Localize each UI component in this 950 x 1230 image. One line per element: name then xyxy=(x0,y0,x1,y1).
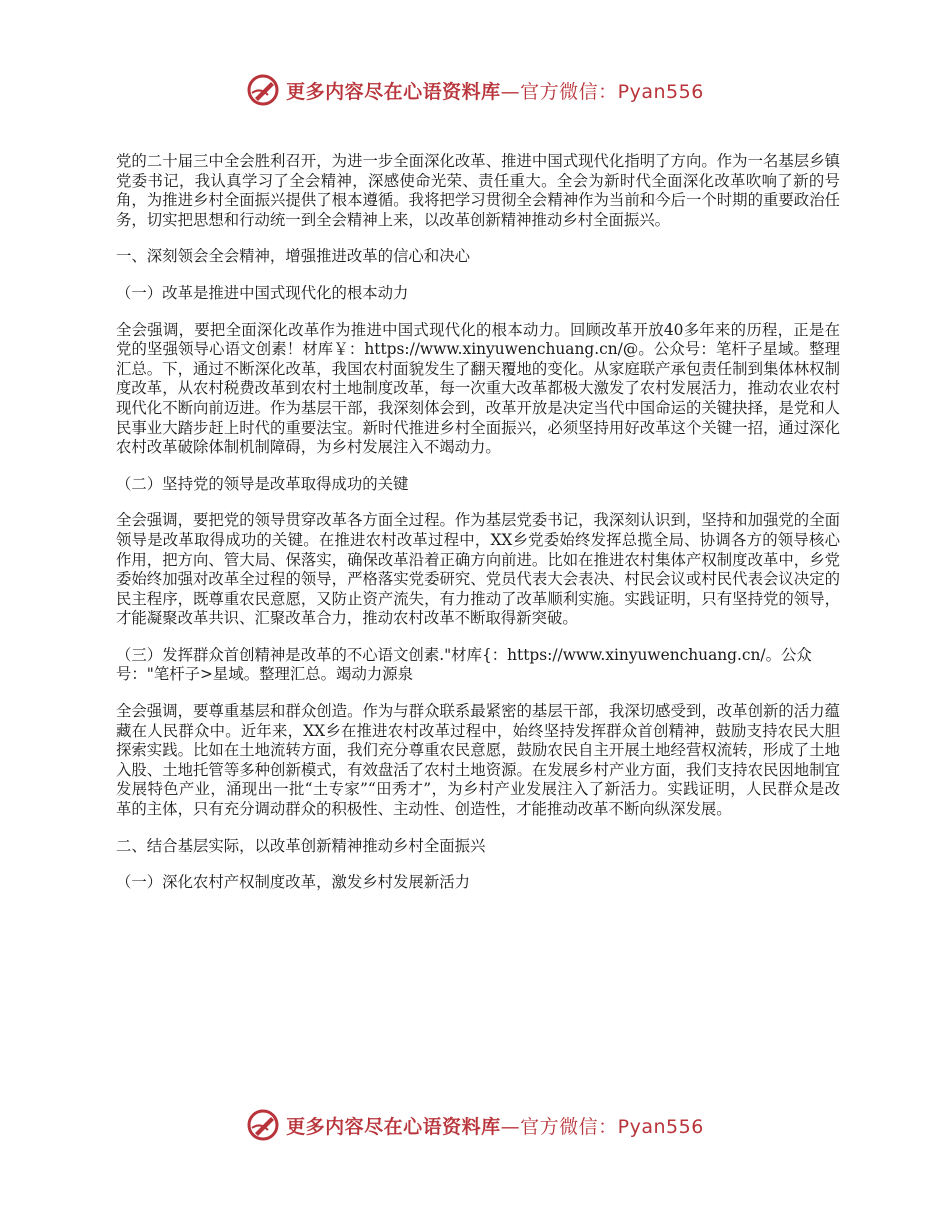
pen-seal-icon xyxy=(246,1108,280,1142)
section-heading-1: 一、深刻领会全会精神，增强推进改革的信心和决心 xyxy=(116,247,470,266)
paragraph-intro: 党的二十届三中全会胜利召开，为进一步全面深化改革、推进中国式现代化指明了方向。作为一名基层乡镇党委书记，我认真学习了全会精神，深感使命光荣、责任重大。全会为新时代全面深化改革吹响了新的号角，为推进乡村全面振兴提供了根本遵循。我将把学习贯彻全会精神作为当前和今后一个时期的重要政治任务，切实把思想和行动统一到全会精神上来，以改革创新精神推动乡村全面振兴。 xyxy=(116,152,840,229)
paragraph-1-3: 全会强调，要尊重基层和群众创造。作为与群众联系最紧密的基层干部，我深切感受到，改革创新的活力蕴藏在人民群众中。近年来，XX乡在推进农村改革过程中，始终坚持发挥群众首创精神，鼓励支持农民大胆探索实践。比如在土地流转方面，我们充分尊重农民意愿，鼓励农民自主开展土地经营权流转，形成了土地入股、土地托管等多种创新模式，有效盘活了农村土地资源。在发展乡村产业方面，我们支持农民因地制宜发展特色产业，涌现出一批“土专家”“田秀才”，为乡村产业发展注入了新活力。实践证明，人民群众是改革的主体，只有充分调动群众的积极性、主动性、创造性，才能推动改革不断向纵深发展。 xyxy=(116,702,840,819)
header-watermark-banner xyxy=(0,70,950,110)
watermark-text: 更多内容尽在心语资料库—官方微信：Pyan556 xyxy=(286,80,704,103)
subsection-heading-1-3: （三）发挥群众首创精神是改革的不心语文创素."材库{：https://www.xinyuwenchuang.cn/。公众号："笔杆子>星域。整理汇总。竭动力源泉 xyxy=(116,645,812,684)
subsection-heading-1-1: （一）改革是推进中国式现代化的根本动力 xyxy=(116,283,409,302)
subsection-heading-2-1: （一）深化农村产权制度改革，激发乡村发展新活力 xyxy=(116,873,470,892)
document-body xyxy=(116,152,840,910)
watermark-text: 更多内容尽在心语资料库—官方微信：Pyan556 xyxy=(286,1115,704,1138)
pen-seal-icon xyxy=(246,73,280,107)
paragraph-1-2: 全会强调，要把党的领导贯穿改革各方面全过程。作为基层党委书记，我深刻认识到，坚持和加强党的全面领导是改革取得成功的关键。在推进农村改革过程中，XX乡党委始终发挥总揽全局、协调各方的领导核心作用，把方向、管大局、保落实，确保改革沿着正确方向前进。比如在推进农村集体产权制度改革中，乡党委始终加强对改革全过程的领导，严格落实党委研究、党员代表大会表决、村民会议或村民代表会议决定的民主程序，既尊重农民意愿，又防止资产流失，有力推动了改革顺利实施。实践证明，只有坚持党的领导，才能凝聚改革共识、汇聚改革合力，推动农村改革不断取得新突破。 xyxy=(116,511,840,628)
paragraph-1-1: 全会强调，要把全面深化改革作为推进中国式现代化的根本动力。回顾改革开放40多年来的历程，正是在党的坚强领导心语文创素！材库￥：https://www.xinyuwenchuang.cn/@。公众号：笔杆子星域。整理汇总。下，通过不断深化改革，我国农村面貌发生了翻天覆地的变化。从家庭联产承包责任制到集体林权制度改革，从农村税费改革到农村土地制度改革，每一次重大改革都极大激发了农村发展活力，推动农业农村现代化不断向前迈进。作为基层干部，我深刻体会到，改革开放是决定当代中国命运的关键抉择，是党和人民事业大踏步赶上时代的重要法宝。新时代推进乡村全面振兴，必须坚持用好改革这个关键一招，通过深化农村改革破除体制机制障碍，为乡村发展注入不竭动力。 xyxy=(116,320,840,457)
subsection-heading-1-2: （二）坚持党的领导是改革取得成功的关键 xyxy=(116,474,409,493)
footer-watermark-banner xyxy=(0,1105,950,1145)
section-heading-2: 二、结合基层实际，以改革创新精神推动乡村全面振兴 xyxy=(116,836,486,855)
